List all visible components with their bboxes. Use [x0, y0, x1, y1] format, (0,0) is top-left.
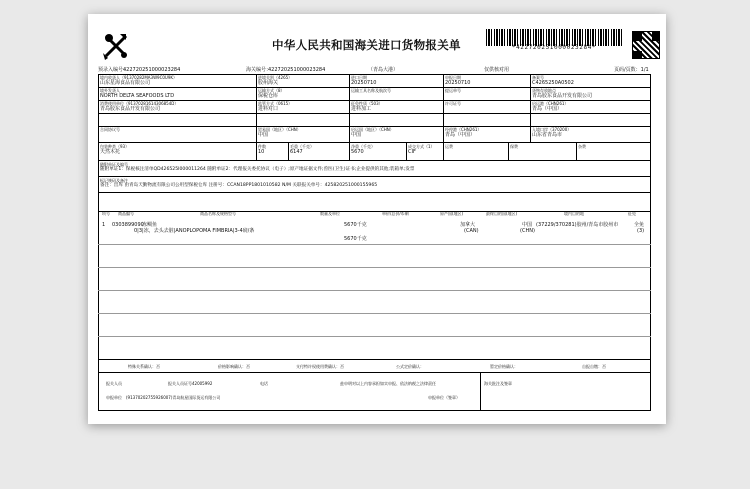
goods-item-dest: 中国	[522, 222, 533, 228]
pre-entry-label: 预录入编号：	[98, 67, 129, 73]
transit-port-cell: 经停港（CHN261） 青岛（中国）	[445, 127, 482, 138]
shipper-cell: 境外发货人 NORTH DELTA SEAFOODS LTD	[100, 88, 175, 99]
statement: 兹申明对以上内容承担如实申报、依法纳税之法律责任	[340, 381, 436, 386]
license-cell: 许可证号	[445, 101, 461, 106]
declare-unit-label: 申报单位	[106, 395, 122, 400]
barcode-number: *422720251000023284*	[511, 44, 597, 51]
goods-col-domestic: 境内目的地	[564, 211, 584, 216]
goods-item-qty-1: 5670千克	[344, 222, 367, 228]
package-type-cell: 包装种类（93） 天然木托	[100, 144, 130, 155]
trade-terms-cell: 成交方式（1） CIF	[408, 144, 435, 155]
customs-note: 海关批注及签章	[484, 381, 512, 386]
customs-emblem-icon	[100, 31, 132, 61]
trade-country-cell: 贸易国（地区）（CHN） 中国	[258, 127, 301, 138]
goods-col-code: 商品编号	[118, 211, 134, 216]
goods-col-name: 商品名称及规格型号	[200, 211, 236, 216]
usage-note: 仅供核对用	[484, 67, 510, 73]
goods-item-dest-code: (CHN)	[520, 228, 535, 234]
special-relation-confirm: 特殊关系确认：否	[128, 364, 160, 369]
declare-date-cell: 申报日期 20250710	[445, 75, 471, 86]
transport-mode-cell: 运输方式（8） 保税仓库	[258, 88, 285, 99]
self-report-confirm: 自报自缴：否	[582, 364, 606, 369]
formula-price-confirm: 公式定价确认：	[396, 364, 424, 369]
departure-port-cell: 启运港（CHN261） 青岛（中国）	[532, 101, 569, 112]
declare-unit-value: (91370202755926007)青岛航星国际货运有限公司	[126, 395, 221, 400]
goods-item-levy-code: (3)	[637, 228, 645, 234]
attached-documents: 随附单证及编号 随附单证1：保税核注清单QD426525I000011264 随附单证2：代理报关委托协议（电子）;原产地证据文件;兽医(卫生)证书;企业提供的其他;装箱单;发票	[100, 162, 415, 172]
page-info: 页码/页数：1/1	[614, 67, 649, 73]
goods-item-origin-code: (CAN)	[464, 228, 479, 234]
goods-item-domestic: (37229/370281)胶州/青岛市胶州市	[536, 222, 619, 228]
goods-item-name: 冻鲷鱼	[142, 222, 158, 228]
phone-label: 电话	[260, 381, 268, 386]
remarks: 标记唛码及备注 备注：出库 由青岛天勤物流有限公司公用型保税仓库 注册号：CCAN18PP1801010582 N/M 关联报关单号：425820251000155965	[100, 178, 378, 188]
contract-cell: 合同协议号	[100, 127, 120, 132]
vessel-cell: 运输工具名称及航次号	[351, 88, 391, 93]
goods-col-dest: 最终目的国(地区)	[486, 211, 518, 216]
supervision-mode-cell: 监管方式（0615） 进料对口	[258, 101, 293, 112]
goods-col-levy: 征免	[628, 211, 636, 216]
import-date-cell: 进口日期 20250710	[351, 75, 377, 86]
port-note: （青岛大港）	[368, 67, 399, 73]
royalty-confirm: 支付特许权使用费确认：否	[296, 364, 344, 369]
insurance-cell: 保费	[510, 144, 518, 149]
goods-col-origin: 原产国(地区)	[440, 211, 464, 216]
entry-customs-cell: 进境关别（4265） 胶州海关	[258, 75, 293, 86]
bill-of-lading-cell: 提运单号	[445, 88, 461, 93]
goods-item-levy: 全免	[634, 222, 645, 228]
goods-col-qty: 数量及单位	[320, 211, 340, 216]
pre-entry-number: 422720251000023284	[123, 67, 181, 73]
consignee-cell: 境内收货人（91370282MA3W9C0U9K） 山东星海食品有限公司	[100, 75, 178, 86]
levy-nature-cell: 征免性质（503） 进料加工	[351, 101, 383, 112]
page-title: 中华人民共和国海关进口货物报关单	[272, 38, 461, 52]
price-influence-confirm: 价格影响确认：否	[218, 364, 250, 369]
entry-port-cell: 入境口岸（370200） 山东省青岛市	[532, 127, 572, 138]
provisional-price-confirm: 暂定价格确认：	[490, 364, 518, 369]
goods-col-no: 项号	[102, 211, 110, 216]
customs-number: 422720251000023284	[268, 67, 326, 73]
consumer-unit-cell: 消费使用单位（91370281614306854D） 青岛胶东食品开发有限公司	[100, 101, 179, 112]
form-grid	[98, 74, 651, 411]
goods-item-no: 1	[102, 222, 106, 228]
net-weight-cell: 净重（千克） 5670	[351, 144, 375, 155]
goods-item-code: 0303899090	[112, 222, 144, 228]
goods-item-qty-2: 5670千克	[344, 236, 367, 242]
goods-item-spec: 0|3|冻，去头去脏|ANOPLOPOMA FIMBRIA|3-4磅/条	[134, 228, 255, 234]
freight-cell: 运费	[445, 144, 453, 149]
declarant-label: 报关人员	[106, 381, 122, 386]
declaration-sheet	[88, 14, 666, 424]
pieces-cell: 件数 10	[258, 144, 266, 155]
qr-code-icon	[632, 31, 660, 59]
customs-no-label: 海关编号：	[246, 67, 272, 73]
origin-country-cell: 启运国（地区）（CHN） 中国	[351, 127, 394, 138]
storage-location-cell: 货物存放地点 青岛胶东食品开发有限公司	[532, 88, 593, 99]
goods-item-origin: 加拿大	[460, 222, 476, 228]
declarant-cert: 报关人员证号42005992	[168, 381, 213, 386]
seal-label: 申报单位（签章）	[428, 395, 460, 400]
misc-fee-cell: 杂费	[578, 144, 586, 149]
record-no-cell: 备案号 C4265250A0502	[532, 75, 574, 86]
goods-col-price: 单价/总价/币制	[382, 211, 409, 216]
gross-weight-cell: 毛重（千克） 6147	[290, 144, 314, 155]
